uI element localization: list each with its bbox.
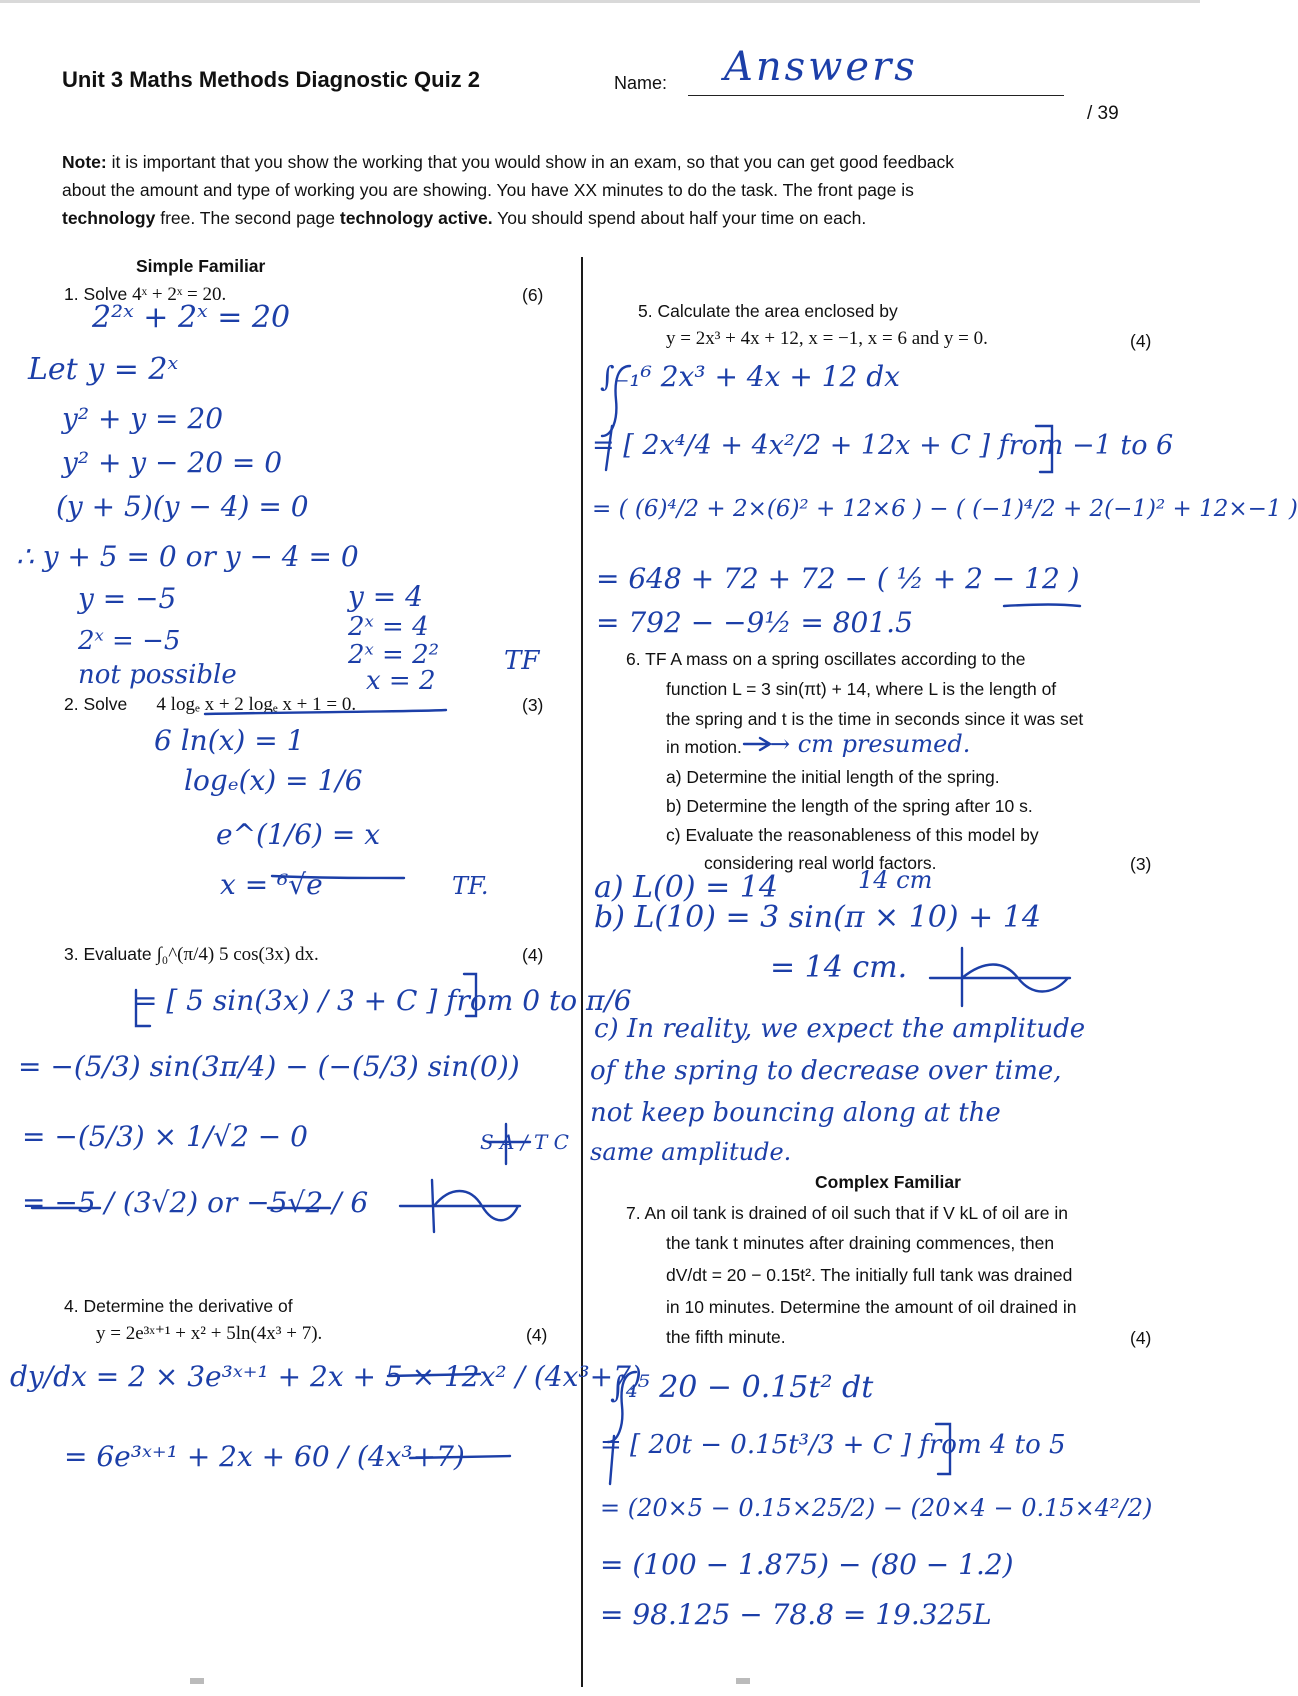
q1-work-4: y² + y − 20 = 0 xyxy=(62,446,283,479)
q1-work-9: 2ˣ = −5 xyxy=(78,626,181,656)
note-line3-a: free. The second page xyxy=(160,208,336,228)
q1-marks: (6) xyxy=(522,285,544,305)
q7-work-1: ∫₄⁵ 20 − 0.15t² dt xyxy=(610,1370,874,1405)
q1-work-2: Let y = 2ˣ xyxy=(28,352,179,387)
q1-work-11: not possible xyxy=(78,660,237,690)
q6-part-a: a) Determine the initial length of the spring. xyxy=(666,767,1000,787)
q6-work-a-cm: 14 cm xyxy=(858,866,933,894)
q1-work-12: 2ˣ = 2² xyxy=(348,640,440,670)
q1-tf-mark: TF xyxy=(504,646,540,676)
q6-line-2: function L = 3 sin(πt) + 14, where L is the length of xyxy=(666,679,1057,699)
q4-expression: y = 2e³ˣ⁺¹ + x² + 5ln(4x³ + 7). xyxy=(96,1323,323,1344)
q3-work-4: = −5 / (3√2) or −5√2 / 6 xyxy=(22,1186,369,1219)
q1-work-5: (y + 5)(y − 4) = 0 xyxy=(56,490,309,523)
q6-line-4: in motion. xyxy=(666,737,742,757)
q7-work-5: = 98.125 − 78.8 = 19.325L xyxy=(600,1598,992,1631)
q3-sine-sketch xyxy=(400,1180,520,1232)
q6-work-b-2: = 14 cm. xyxy=(770,950,908,985)
q6-work-c-4: same amplitude. xyxy=(590,1138,792,1166)
q6-arrow xyxy=(744,738,770,750)
instructions-note xyxy=(62,148,954,232)
q1-prefix: 1. Solve xyxy=(64,284,128,304)
q1-work-13: x = 2 xyxy=(366,666,436,696)
note-technology-2: technology active. xyxy=(339,208,493,228)
name-value: Answers xyxy=(724,44,918,90)
q5-prompt-line1: 5. Calculate the area enclosed by xyxy=(638,301,898,321)
q2-work-2: logₑ(x) = 1/6 xyxy=(184,764,363,797)
q6-work-a: a) L(0) = 14 xyxy=(594,870,778,905)
q6-work-c-2: of the spring to decrease over time, xyxy=(590,1056,1062,1086)
column-divider xyxy=(581,257,583,1687)
q6-marks: (3) xyxy=(1130,854,1152,874)
q4-work-2: = 6e³ˣ⁺¹ + 2x + 60 / (4x³+7) xyxy=(64,1440,465,1473)
name-label: Name: xyxy=(614,73,668,93)
scan-top-edge xyxy=(0,0,1200,3)
q7-work-4: = (100 − 1.875) − (80 − 1.2) xyxy=(600,1548,1014,1581)
q5-work-3: = ( (6)⁴/2 + 2×(6)² + 12×6 ) − ( (−1)⁴/2 + 2(−1)² + 12×−1 ) xyxy=(592,496,1298,522)
q2-work-3: e^(1/6) = x xyxy=(216,818,380,851)
q2-tf-mark: TF. xyxy=(452,872,489,900)
note-line3-b: You should spend about half your time on each. xyxy=(497,208,867,228)
q2-prompt xyxy=(64,693,356,718)
q5-answer-mark xyxy=(1004,605,1080,607)
q7-line-1: 7. An oil tank is drained of oil such that if V kL of oil are in xyxy=(626,1203,1068,1223)
q2-prefix: 2. Solve xyxy=(64,694,128,714)
q5-work-1: ∫₋₁⁶ 2x³ + 4x + 12 dx xyxy=(600,360,900,393)
q5-marks: (4) xyxy=(1130,331,1152,351)
quiz-title: Unit 3 Maths Methods Diagnostic Quiz 2 xyxy=(62,67,481,92)
q7-work-2: = [ 20t − 0.15t³/3 + C ] from 4 to 5 xyxy=(600,1430,1066,1460)
q1-expression: 4ˣ + 2ˣ = 20. xyxy=(132,284,227,305)
q3-work-3: = −(5/3) × 1/√2 − 0 xyxy=(22,1120,308,1153)
q2-work-1: 6 ln(x) = 1 xyxy=(154,724,305,757)
section-complex-familiar: Complex Familiar xyxy=(815,1172,961,1192)
note-technology-1: technology xyxy=(62,208,156,228)
q7-line-5: the fifth minute. xyxy=(666,1327,786,1347)
q6-part-c-2: considering real world factors. xyxy=(704,853,937,873)
q5-work-5: = 792 − −9½ = 801.5 xyxy=(596,606,913,639)
q1-work-7: y = −5 xyxy=(78,582,177,615)
q7-line-2: the tank t minutes after draining commences, then xyxy=(666,1233,1055,1253)
q6-work-c-1: c) In reality, we expect the amplitude xyxy=(594,1014,1086,1044)
note-line1: it is important that you show the working that you would show in an exam, so that you can get good feedback xyxy=(111,152,955,172)
q3-prefix: 3. Evaluate xyxy=(64,944,152,964)
q7-line-4: in 10 minutes. Determine the amount of oil drained in xyxy=(666,1297,1077,1317)
scan-marks xyxy=(190,1678,750,1684)
q7-marks: (4) xyxy=(1130,1328,1152,1348)
q1-work-10: 2ˣ = 4 xyxy=(348,612,429,642)
name-underline xyxy=(688,95,1064,96)
q6-line-1: 6. TF A mass on a spring oscillates according to the xyxy=(626,649,1026,669)
q6-work-c-3: not keep bouncing along at the xyxy=(590,1098,1001,1128)
q3-marks: (4) xyxy=(522,945,544,965)
q1-work-6: ∴ y + 5 = 0 or y − 4 = 0 xyxy=(16,540,359,573)
total-marks: / 39 xyxy=(1087,103,1119,124)
q4-prompt-line1: 4. Determine the derivative of xyxy=(64,1296,293,1316)
q6-sine-sketch xyxy=(930,948,1070,1006)
q6-cm-presumed: → cm presumed. xyxy=(770,730,971,758)
q1-work-1: 2²ˣ + 2ˣ = 20 xyxy=(92,300,291,335)
q4-marks: (4) xyxy=(526,1325,548,1345)
q2-expression: 4 logₑ x + 2 logₑ x + 1 = 0. xyxy=(156,694,357,715)
q3-prompt xyxy=(64,943,319,968)
note-line2: about the amount and type of working you are showing. You have XX minutes to do the task. The front page is xyxy=(62,180,914,200)
q5-work-2: = [ 2x⁴/4 + 4x²/2 + 12x + C ] from −1 to 6 xyxy=(592,430,1174,461)
q3-work-2: = −(5/3) sin(3π/4) − (−(5/3) sin(0)) xyxy=(18,1050,520,1083)
q3-expression: ∫₀^(π/4) 5 cos(3x) dx. xyxy=(156,944,319,965)
q4-work-1: dy/dx = 2 × 3e³ˣ⁺¹ + 2x + 5 × 12x² / (4x³+7) xyxy=(10,1360,642,1393)
q2-marks: (3) xyxy=(522,695,544,715)
note-label: Note: xyxy=(62,152,107,172)
q6-line-3: the spring and t is the time in seconds since it was set xyxy=(666,709,1084,729)
q1-work-8: y = 4 xyxy=(348,580,423,613)
q5-work-4: = 648 + 72 + 72 − ( ½ + 2 − 12 ) xyxy=(596,562,1080,595)
q5-expression: y = 2x³ + 4x + 12, x = −1, x = 6 and y = 0. xyxy=(666,328,988,349)
q6-part-b: b) Determine the length of the spring after 10 s. xyxy=(666,796,1033,816)
q6-work-b: b) L(10) = 3 sin(π × 10) + 14 xyxy=(594,900,1041,935)
q2-work-4: x = ⁶√e xyxy=(220,868,323,901)
q7-work-3: = (20×5 − 0.15×25/2) − (20×4 − 0.15×4²/2) xyxy=(600,1494,1153,1522)
q3-cast-note: S A / T C xyxy=(480,1130,569,1154)
q6-part-c: c) Evaluate the reasonableness of this model by xyxy=(666,825,1039,845)
section-simple-familiar: Simple Familiar xyxy=(136,256,266,276)
q1-work-3: y² + y = 20 xyxy=(62,402,224,435)
q3-work-1: = [ 5 sin(3x) / 3 + C ] from 0 to π/6 xyxy=(134,984,632,1017)
q7-line-3: dV/dt = 20 − 0.15t². The initially full tank was drained xyxy=(666,1265,1073,1285)
